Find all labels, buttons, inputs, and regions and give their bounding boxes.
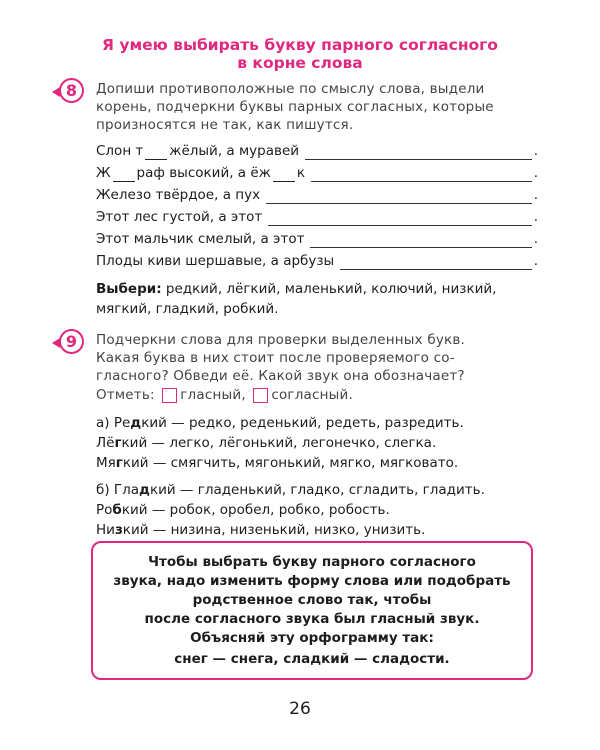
- task-number-badge: 9: [59, 329, 84, 354]
- period: .: [533, 143, 538, 159]
- word-family-line: [96, 481, 485, 499]
- instruction-line: произносятся не так, как пишутся.: [96, 117, 354, 133]
- title-line-1: Я умею выбирать букву парного согласного: [102, 36, 498, 54]
- word-bank-label: Выбери:: [96, 281, 162, 297]
- exercise-row: [96, 230, 538, 248]
- word-part: кий — редко, реденький, редеть, разредить.: [141, 415, 464, 431]
- answer-line[interactable]: [310, 235, 531, 248]
- period: .: [533, 231, 538, 247]
- row-text: Ж: [96, 165, 111, 181]
- rule-line: Объясняй эту орфограмму так:: [190, 630, 434, 646]
- rule-example: снег — снега, сладкий — сладости.: [174, 651, 450, 667]
- mark-line: [96, 386, 353, 404]
- consonant-label: согласный.: [271, 387, 353, 403]
- period: .: [533, 187, 538, 203]
- instruction-line: Допиши противоположные по смыслу слова, выдели: [96, 81, 485, 97]
- word-bank-words: мягкий, гладкий, робкий.: [96, 301, 279, 317]
- word-part: кий — смягчить, мягонький, мягко, мягковато.: [122, 455, 459, 471]
- rule-line: Чтобы выбрать букву парного согласного: [148, 554, 476, 570]
- row-text: Слон т: [96, 143, 144, 159]
- page-number: 26: [289, 699, 311, 719]
- word-part: Мя: [96, 455, 116, 471]
- exercise-row: [96, 252, 538, 270]
- word-family-line: [96, 521, 425, 539]
- exercise-row: [96, 142, 538, 160]
- instruction-line: гласного? Обведи её. Какой звук она обозначает?: [96, 368, 465, 384]
- row-text: Железо твёрдое, а пух: [96, 187, 261, 203]
- word-family-line: [96, 434, 436, 452]
- title-line-2: в корне слова: [237, 54, 363, 72]
- answer-line[interactable]: [266, 191, 532, 204]
- period: .: [533, 165, 538, 181]
- word-part: Ни: [96, 522, 115, 538]
- letter-blank[interactable]: [113, 169, 135, 182]
- row-text: Этот лес густой, а этот: [96, 209, 263, 225]
- word-part: а) Ре: [96, 415, 131, 431]
- answer-line[interactable]: [305, 147, 532, 160]
- instruction-line: Подчеркни слова для проверки выделенных букв.: [96, 332, 466, 348]
- rule-line: звука, надо изменить форму слова или подобрать: [113, 573, 511, 589]
- instruction-line: Какая буква в них стоит после проверяемого со-: [96, 350, 455, 366]
- rule-line: родственное слово так, чтобы: [192, 592, 432, 608]
- row-text: раф высокий, а ёж: [136, 165, 271, 181]
- word-part: б) Гла: [96, 482, 140, 498]
- exercise-row: [96, 164, 538, 182]
- word-family-line: [96, 454, 458, 472]
- exercise-row: [96, 208, 538, 226]
- row-text: Этот мальчик смелый, а этот: [96, 231, 305, 247]
- word-part: кий — низина, низенький, низко, унизить.: [122, 522, 426, 538]
- word-part: Ро: [96, 502, 113, 518]
- letter-blank[interactable]: [273, 169, 295, 182]
- letter-blank[interactable]: [145, 147, 167, 160]
- row-text: Плоды киви шершавые, а арбузы: [96, 253, 335, 269]
- highlighted-letter: д: [130, 415, 142, 431]
- word-bank-words: редкий, лёгкий, маленький, колючий, низкий,: [165, 281, 497, 297]
- row-text: к: [296, 165, 305, 181]
- answer-line[interactable]: [311, 169, 532, 182]
- word-part: кий — легко, лёгонький, легонечко, слегка.: [121, 435, 437, 451]
- answer-line[interactable]: [340, 257, 532, 270]
- rule-line: после согласного звука был гласный звук.: [144, 611, 480, 627]
- word-bank: [96, 279, 536, 319]
- highlighted-letter: з: [114, 522, 123, 538]
- word-part: кий — робок, оробел, робко, робость.: [121, 502, 390, 518]
- period: .: [533, 209, 538, 225]
- answer-line[interactable]: [268, 213, 531, 226]
- task-number-badge: 8: [59, 78, 84, 103]
- highlighted-letter: г: [114, 435, 122, 451]
- rule-box: [91, 541, 533, 680]
- consonant-checkbox[interactable]: [253, 388, 268, 403]
- instruction-line: корень, подчеркни буквы парных согласных, которые: [96, 99, 494, 115]
- word-part: Лё: [96, 435, 115, 451]
- period: .: [533, 253, 538, 269]
- highlighted-letter: б: [112, 502, 122, 518]
- highlighted-letter: г: [115, 455, 123, 471]
- vowel-label: гласный,: [180, 387, 246, 403]
- word-part: кий — гладенький, гладко, сгладить, гладить.: [149, 482, 485, 498]
- exercise-row: [96, 186, 538, 204]
- word-family-line: [96, 501, 390, 519]
- highlighted-letter: д: [139, 482, 150, 498]
- vowel-checkbox[interactable]: [162, 388, 177, 403]
- mark-label: Отметь:: [96, 387, 155, 403]
- row-text: жёлый, а муравей: [169, 143, 300, 159]
- word-family-line: [96, 414, 464, 432]
